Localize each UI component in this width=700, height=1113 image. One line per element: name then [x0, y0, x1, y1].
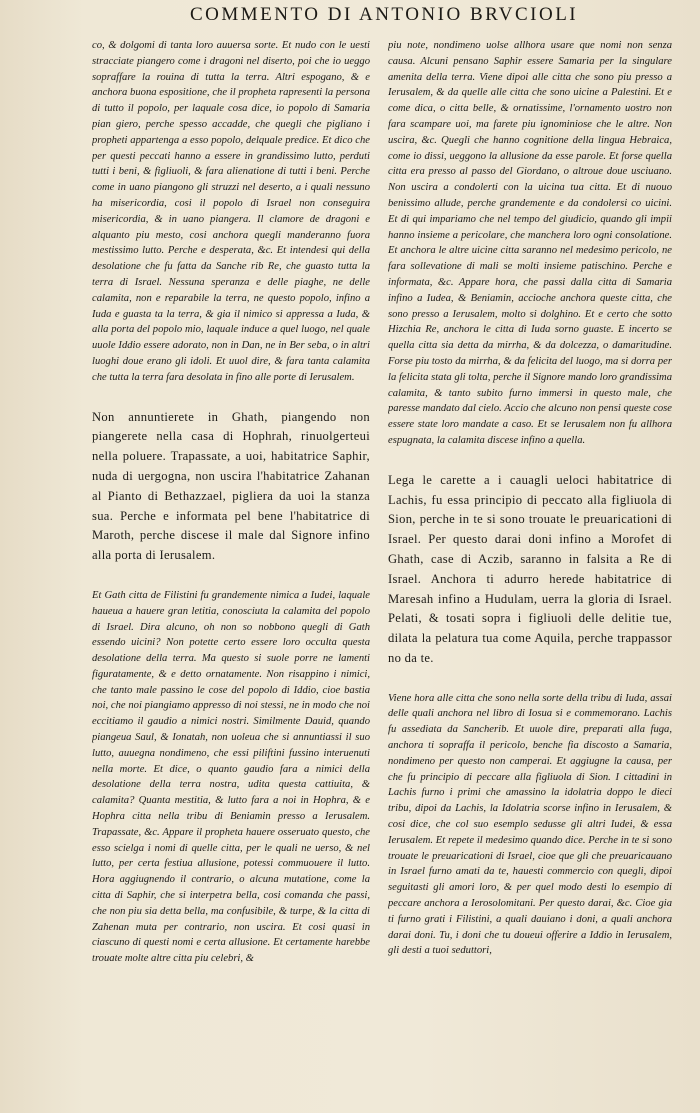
- scripture-paragraph: Non annuntierete in Ghath, piangendo non piangerete nella casa di Hophrah, rinuolgerteui nella poluere. Trapassate, a uoi, habitatrice Saphir, nuda di uergogna, non uscira l'habitatrice Zahanan al Pianto di Bethazzael, pigliera da uoi la stanza sua. Perche e informata pel bene l'habitatrice di Maroth, perche discese il male dal Signore infino alla porta di Ierusalem.: [92, 409, 370, 563]
- running-header: COMMENTO DI ANTONIO BRVCIOLI: [190, 4, 579, 25]
- right-column: [388, 38, 672, 1106]
- commentary-paragraph: piu note, nondimeno uolse allhora usare que nomi non senza causa. Alcuni pensano Saphir essere Samaria per la singulare amenita della terra. Viene dipoi alle citta che sono piu presso a Ierusalem, & da quelle alle citta che sono uicine a Palestini. Et e come dica, o citta belle, & ornatissime, l'ornamento uostro non fara scampare uoi, ma farete piu ignominiose che le altre. Non uscira, &c. Quegli che hanno cognitione della lingua Hebraica, come io dissi, ueggono la allusione da esse parole. Et forse quella citta era presso al passo del Giordano, o altroue doue usciuano. Non uscira a condolerti con la uicina tua citta. Et di nuouo benissimo allude, perche grandemente e da condolersi co uicini. Et di qui impariamo che nel tempo del giudicio, quando gli impii hanno insieme a pericolare, che manchera loro ogni consolatione. Et anchora le altre uicine citta saranno nel medesimo pericolo, ne fara sollevatione di mali se molti insieme patischino. Perche e informata, &c. Appare hora, che passi dalla citta di Samaria infino a Iudea, & Beniamin, accioche anchora queste citta, che sono presso a Ierusalem, molto si dolghino. Et e certo che sotto Hizchia Re, anchora le citta di Iuda sorno guaste. E incerto se quella citta sia detta da mirrha, & da dolcezza, o damaritudine. Forse piu tosto da mirrha, & da felicita del luogo, ma si dorra per la felicita stata gli tolta, perche il Signore mando loro grandissima calamita, & tanto subito furno immersi in questo male, che paresse mandato dal cielo. Accio che alcuno non pensi queste cose essere state loro mandate a caso. Et se Ierusalem non fu allhora espugnata, la calamita discese infino a quella.: [388, 40, 672, 446]
- scripture-paragraph: Lega le carette a i cauagli ueloci habitatrice di Lachis, fu essa principio di peccato alla figliuola di Sion, perche in te si sono trouate le preuaricationi di Israel. Per questo darai doni infino a Morofet di Ghath, case di Aczib, saranno in falsita a Re di Israel. Anchora ti adurro herede habitatrice di Maresah infino a Hudulam, uerra la gloria di Israel. Pelati, & tosati sopra i figliuoli delle delitie tue, dilata la pelatura tua come Aquila, perche trappassor no da te.: [388, 472, 672, 665]
- paragraph-gap: [92, 566, 370, 588]
- commentary-paragraph: Viene hora alle citta che sono nella sorte della tribu di Iuda, assai delle quali anchora nel libro di Iosua si e commemorano. Lachis fu assediata da Sancherib. Et uuole dire, preparati alla fuga, anchora ti sopraffa il pericolo, benche fia discosto a Samaria, nondimeno per questo non camperai. Et aggiugne la causa, per che fu principio di peccare alla figliuola di Sion. I cittadini in Lachis furno i primi che amassino la idolatria doppo le dieci tribu, dipoi da Lachis, la Idolatria scorse infino in Ierusalem, & cosi dice, che col suo esemplo sedusse gli altri Iudei, & essa Ierusalem. Et repete il medesimo quando dice. Perche in te si sono trouate le preuaricationi di Israel, cioe que gli che preuaricauano in Israel furno amati da te, hauesti commercio con quegli, dipoi seguitasti gli amori loro, & per quel modo desti lo esempio di peccare anchora a Ierosolomitani. Per questo darai, &c. Cioe gia ti furno grati i Filistini, a quali dauiano i doni, a quali anchora darai doni. Tu, i doni che tu doueui offerire a Iddio in Ierusalem, gli desti a tuoi seduttori,: [388, 692, 672, 957]
- commentary-paragraph: Et Gath citta de Filistini fu grandemente nimica a Iudei, laquale haueua a hauere gran letitia, conosciuta la calamita del popolo di Israel. Dira alcuno, oh non so nobbono quegli di Gath essendo uicini? Non potette certo essere loro occulta questa desolatione della terra. Ma questo si suole porre ne lamenti figuratamente, & e detto ornatamente. Non risappino i nimici, che tanto male passino le cose del popolo di Iddio, cioe bastia noi, che noi piangiamo appresso di noi stessi, ne in modo che noi eccitiamo il gaudio a nimici nostri. Similmente Dauid, quando piangeua Saul, & Ionatah, non uoleua che si annuntiassi il suo lutto, auuegna nondimeno, che essi piliftini fussino interuenuti nella morte. Et dice, o quanto gaudio fara a nimici della desolatione della terra nostra, udita questa cattiuita, & calamita? Quanta mestitia, & lutto fara a noi in Hophra, & e Hophra citta nella tribu di Beniamin presso a Ierusalem. Trapassate, &c. Appare il propheta hauere osseruato questo, che esso scielga i nomi di quelle citta, per le quali ne uerso, & nel lutto, per certa festiua allusione, potessi commuouere il lutto. Hora aggiugnendo il contrario, o alcuna mutatione, come la citta di Saphir, che si interpetra bella, cosi comanda che passi, che non piu sia detta bella, ma confusibile, & turpe, & la citta di Zahenan muta per contrario, non uscira. Et cosi quasi in ciascuno di questi nomi e certa allusione. Et certamente harebbe trouate molte altre citta piu celebri, &: [92, 589, 370, 965]
- paragraph-gap: [388, 449, 672, 471]
- paragraph-gap: [388, 669, 672, 691]
- left-column: [92, 38, 370, 1106]
- paragraph-gap: [92, 386, 370, 408]
- commentary-paragraph: co, & dolgomi di tanta loro auuersa sorte. Et nudo con le uesti stracciate piangero come i dragoni nel diserto, poi che io ueggo sopraffare la rouina di tutta la terra. Altri espogano, & e anchora buona espositione, che il propheta rapresenti la persona di tutto il popolo, per laquale cosa dice, io popolo di Samaria pian giero, perche spesso accadde, che quegli che pigliano i propheti appartenga a esso popolo, delquale predice. Et dico che per questi peccati hanno a essere in grandissimo lutto, perduti tutti i beni, & figliuoli, & fara alienatione di tutti i beni. Perche come in uano piangono gli struzzi nel deserto, a i quali nessuno ha misericordia, cosi il popolo di Israel non conseguira misericordia, & in uano piangera. Il clamore de dragoni e alquanto piu mesto, cosi anchora quegli manderanno fuora mestissimo lutto. Perche e desperata, &c. Et intendesi qui della desolatione che fu fatta da Sanche rib Re, che guasto tutta la terra di Israel. Nessuna speranza e delle piaghe, ne delle calamita, non e reparabile la terra, ne questo popolo, infino a Iuda e guasta ta la terra, & gia il nimico si appressa a Iuda, & alla porta del popolo mio, laquale induce a quel luogo, nel quale uuole Iddio essere adorato, non in Dan, ne in Ber seba, o in altri luoghi doue erano gli idoli. Et uuol dire, & fara tanta calamita che tutta la terra fara desolata in fino alle porte di Ierusalem.: [92, 40, 370, 383]
